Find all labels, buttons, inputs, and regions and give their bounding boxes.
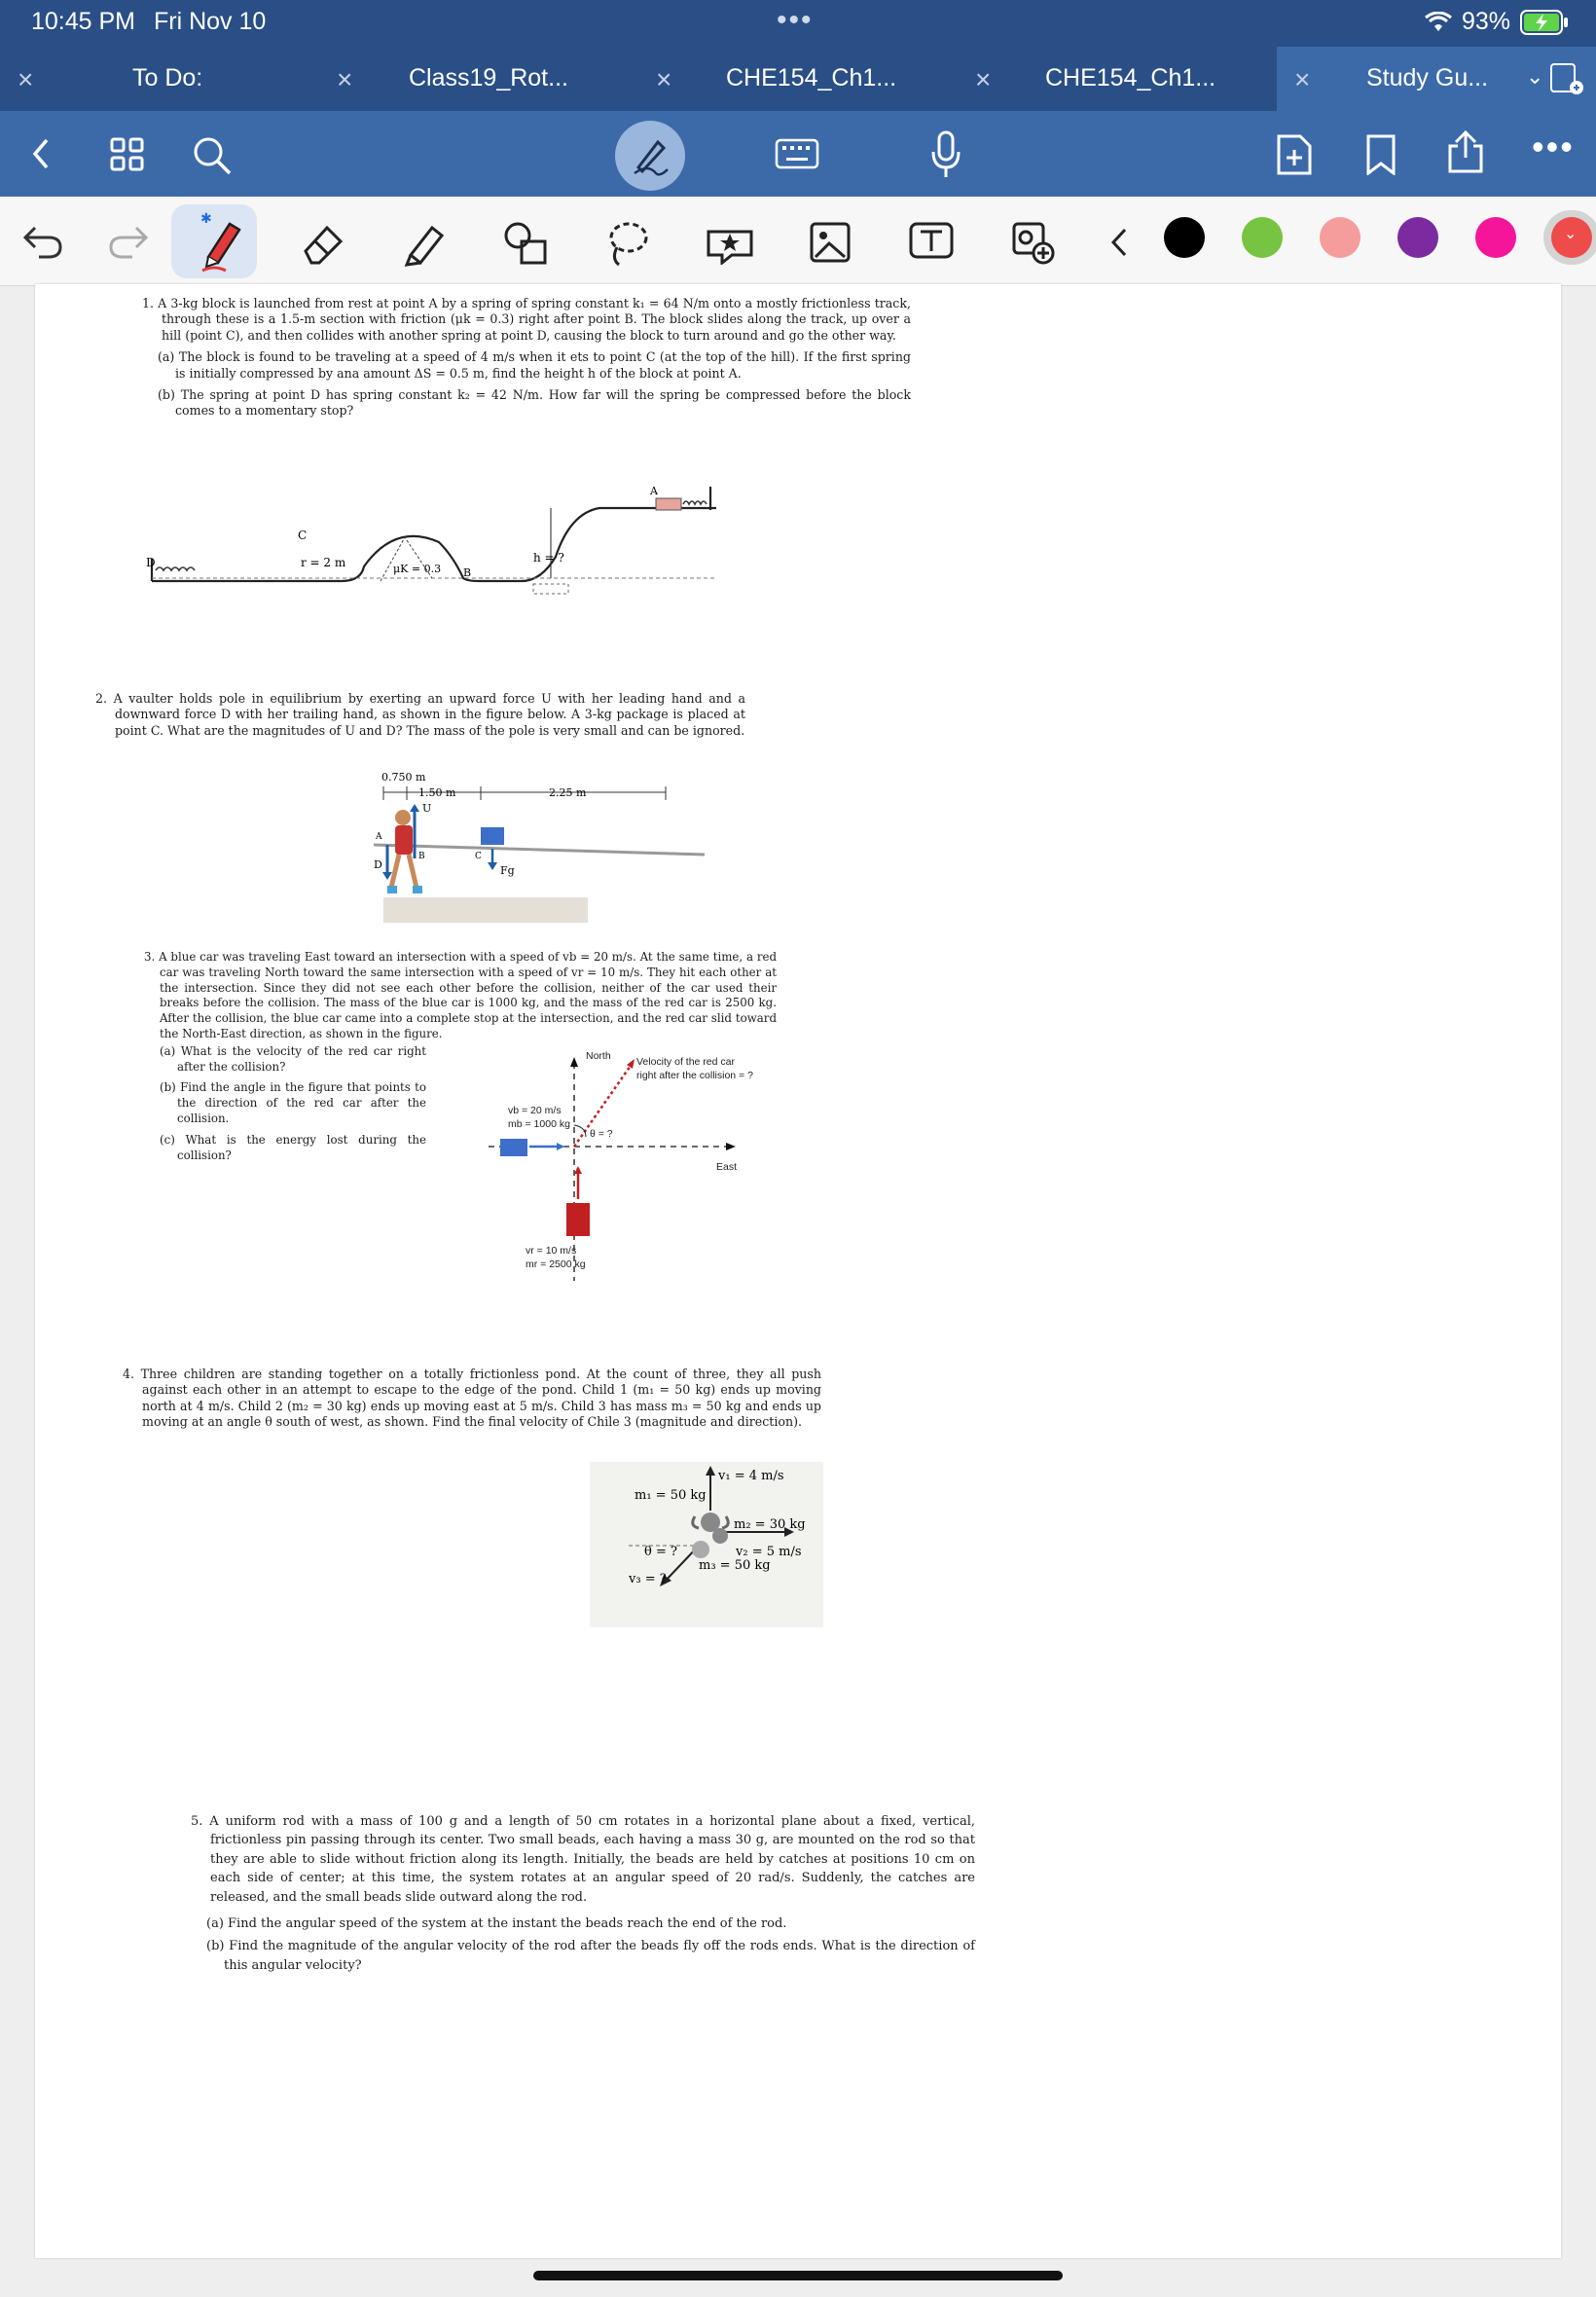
label-velocity-2: right after the collision = ? (636, 1070, 753, 1081)
label-radius: r = 2 m (301, 556, 346, 569)
close-icon[interactable]: × (975, 64, 992, 94)
question-2-text: 2. A vaulter holds pole in equilibrium by exerting an upward force U with her leading hand and a downward force D with her trailing hand, as shown in the figure below. A 3-kg package is placed at point C. What are the magnitudes of U and D? The mass of the pole is very small and can be ignored. (95, 691, 745, 738)
tab-label: CHE154_Ch1... (1045, 64, 1216, 91)
close-icon[interactable]: × (656, 64, 672, 94)
label-a: A (650, 485, 658, 497)
red-car (566, 1203, 590, 1236)
document-tab-bar (0, 47, 1596, 111)
sticker-icon[interactable] (705, 220, 755, 265)
status-right (1425, 8, 1569, 36)
battery-charging-icon (1520, 10, 1569, 35)
battery-percent: 93% (1461, 8, 1510, 35)
tab-label: Study Gu... (1366, 64, 1489, 91)
pen-mode-button[interactable] (615, 121, 685, 191)
color-swatch-pink[interactable] (1320, 217, 1360, 258)
label-theta: θ = ? (590, 1128, 613, 1140)
label-d: D (374, 858, 382, 871)
label-m1: m₁ = 50 kg (635, 1488, 707, 1503)
friction-section (533, 584, 568, 594)
question-3a: (a) What is the velocity of the red car right after the collision? (160, 1043, 426, 1074)
close-icon[interactable]: × (18, 64, 34, 94)
label-b: B (463, 566, 472, 579)
pen-icon (200, 218, 243, 273)
tab-class19[interactable] (319, 47, 638, 111)
question-3c: (c) What is the energy lost during the collision? (160, 1132, 426, 1162)
child-2-icon (712, 1528, 728, 1544)
chevron-down-icon: ⌄ (1564, 226, 1578, 242)
shapes-icon[interactable] (502, 220, 551, 267)
dim-0750: 0.750 m (381, 771, 426, 784)
tab-to-do[interactable] (0, 47, 319, 111)
close-icon[interactable]: × (1294, 64, 1311, 94)
label-mb: mb = 1000 kg (508, 1118, 570, 1130)
question-2-figure (374, 761, 705, 927)
label-c: C (475, 852, 482, 861)
handwriting-pen-icon (629, 134, 671, 177)
label-vr: vr = 10 m/s (526, 1245, 577, 1257)
chevron-left-icon[interactable] (1109, 228, 1129, 257)
question-5-text: 5. A uniform rod with a mass of 100 g and a length of 50 cm rotates in a horizontal plane about a fixed, vertical, frictionless pin passing through its center. Two small beads, each having a mass 30 g, are mounted on the rod so that they are able to slide without friction along its length. Initially, the beads are held by catches at positions 10 cm on each side of center; at this time, the system rotates at an angular speed of 20 rad/s. Suddenly, the catches are released, and the small beads slide outward along the rod. (191, 1814, 975, 1905)
label-mu: μK = 0.3 (393, 563, 442, 575)
label-mr: mr = 2500 kg (526, 1258, 586, 1270)
spring-d-icon (156, 567, 195, 570)
navigation-bar (0, 111, 1596, 197)
question-1-text: 1. A 3-kg block is launched from rest at point A by a spring of spring constant k₁ = 64 N/m onto a mostly frictionless track, through these is a 1.5-m section with friction (μk = 0.3) right after point B. The block slides along the track, up over a hill (point C), and then collides with another spring at point D, causing the block to turn around and go the other way. (142, 296, 911, 343)
question-4-text: 4. Three children are standing together on a totally frictionless pond. At the count of three, they all push against each other in an attempt to escape to the edge of the pond. Child 1 (m₁ = 50 kg) ends up moving north at 4 m/s. Child 2 (m₂ = 30 kg) ends up moving east at 5 m/s. Child 3 has mass m₃ = 50 kg and ends up moving at an angle θ south of west, as shown. Find the final velocity of Chile 3 (magnitude and direction). (123, 1367, 821, 1430)
spring-a-icon (683, 501, 707, 504)
color-swatch-green[interactable] (1242, 217, 1283, 258)
document-page[interactable] (35, 284, 1561, 2258)
child-3-icon (692, 1541, 709, 1558)
label-m3: m₃ = 50 kg (699, 1558, 771, 1573)
label-h: h = ? (533, 551, 564, 565)
question-1 (142, 296, 911, 425)
eraser-icon[interactable] (300, 220, 346, 267)
question-3b: (b) Find the angle in the figure that points to the direction of the red car after the collision. (160, 1080, 426, 1125)
label-fg: Fg (500, 864, 515, 877)
question-2 (95, 691, 745, 745)
label-v3: v₃ = ? (629, 1572, 667, 1586)
question-5b: (b) Find the magnitude of the angular velocity of the rod after the beads fly off the rods ends. What is the direction of this angular velocity? (206, 1939, 975, 1973)
status-time: 10:45 PM (31, 8, 136, 35)
label-east: East (716, 1161, 738, 1173)
color-swatch-black[interactable] (1164, 217, 1205, 258)
label-d: D (146, 556, 156, 569)
status-bar (0, 0, 1596, 47)
label-north: North (586, 1050, 611, 1062)
search-icon[interactable] (191, 134, 234, 177)
more-options-icon[interactable]: ••• (1532, 127, 1575, 166)
label-c: C (298, 529, 308, 542)
bluetooth-icon: ✱ (200, 210, 212, 226)
text-box-icon[interactable] (907, 220, 956, 261)
label-a: A (376, 832, 382, 842)
label-vb: vb = 20 m/s (508, 1105, 562, 1116)
color-swatch-purple[interactable] (1397, 217, 1438, 258)
close-icon[interactable]: × (337, 64, 353, 94)
label-velocity-1: Velocity of the red car (636, 1056, 735, 1068)
redo-icon[interactable] (107, 224, 150, 261)
home-indicator[interactable] (533, 2271, 1063, 2280)
chevron-down-icon[interactable]: ⌄ (1526, 64, 1544, 89)
blue-car (500, 1139, 527, 1156)
ground (383, 897, 588, 923)
undo-icon[interactable] (21, 224, 64, 261)
question-1-figure (142, 469, 921, 615)
image-icon[interactable] (808, 220, 852, 265)
question-4 (123, 1367, 821, 1437)
elements-icon[interactable] (1010, 220, 1057, 267)
question-5 (191, 1812, 975, 1981)
question-4-figure (590, 1462, 823, 1627)
vaulter-figure (387, 810, 422, 893)
dim-225: 2.25 m (549, 786, 587, 799)
label-u: U (422, 802, 432, 815)
label-v2: v₂ = 5 m/s (736, 1545, 802, 1559)
label-b: B (418, 852, 425, 861)
tab-label: Class19_Rot... (409, 64, 568, 91)
dim-150: 1.50 m (418, 786, 456, 799)
tab-study-guide[interactable] (1277, 47, 1596, 111)
package (481, 827, 504, 845)
label-v1: v₁ = 4 m/s (718, 1469, 784, 1483)
microphone-icon[interactable] (928, 130, 963, 179)
question-1b: (b) The spring at point D has spring constant k₂ = 42 N/m. How far will the spring be compressed before the block comes to a momentary stop? (158, 387, 911, 419)
multitask-dots[interactable]: ••• (777, 4, 814, 36)
question-1a: (a) The block is found to be traveling at a speed of 4 m/s when it ets to point C (at the top of the hill). If the first spring is initially compressed by ana amount ΔS = 0.5 m, find the height h of the block at point A. (158, 349, 911, 381)
label-theta: θ = ? (644, 1545, 677, 1559)
label-m2: m₂ = 30 kg (734, 1517, 806, 1532)
tab-label: To Do: (132, 64, 203, 91)
back-icon[interactable] (29, 136, 53, 171)
block (656, 498, 681, 510)
question-3-text: 3. A blue car was traveling East toward an intersection with a speed of vb = 20 m/s. At the same time, a red car was traveling North toward the same intersection with a speed of vr = 10 m/s. They hit each other at the intersection. Since they did not see each other before the collision, neither of the car used their breaks before the collision. The mass of the blue car is 1000 kg, and the mass of the red car is 2500 kg. After the collision, the blue car came into a complete stop at the intersection, and the red car slid toward the North-East direction, as shown in the figure. (144, 950, 777, 1040)
grid-view-icon[interactable] (109, 136, 146, 173)
selected-color-indicator[interactable] (1543, 210, 1596, 265)
keyboard-icon[interactable] (775, 136, 819, 171)
tab-label: CHE154_Ch1... (726, 64, 897, 91)
tab-che154-a[interactable] (638, 47, 958, 111)
bookmark-icon[interactable] (1364, 134, 1397, 175)
wifi-icon (1425, 12, 1452, 33)
tab-che154-b[interactable] (958, 47, 1277, 111)
question-5a: (a) Find the angular speed of the system at the instant the beads reach the end of the rod. (206, 1916, 787, 1932)
new-tab-icon[interactable] (1549, 62, 1584, 95)
share-icon[interactable] (1444, 128, 1487, 175)
pen-tool-button[interactable] (171, 204, 257, 278)
question-3-figure (469, 1043, 790, 1287)
highlighter-icon[interactable] (401, 220, 450, 267)
color-swatch-magenta[interactable] (1475, 217, 1516, 258)
status-date: Fri Nov 10 (154, 8, 267, 35)
lasso-icon[interactable] (605, 220, 650, 271)
add-page-icon[interactable] (1275, 132, 1314, 177)
